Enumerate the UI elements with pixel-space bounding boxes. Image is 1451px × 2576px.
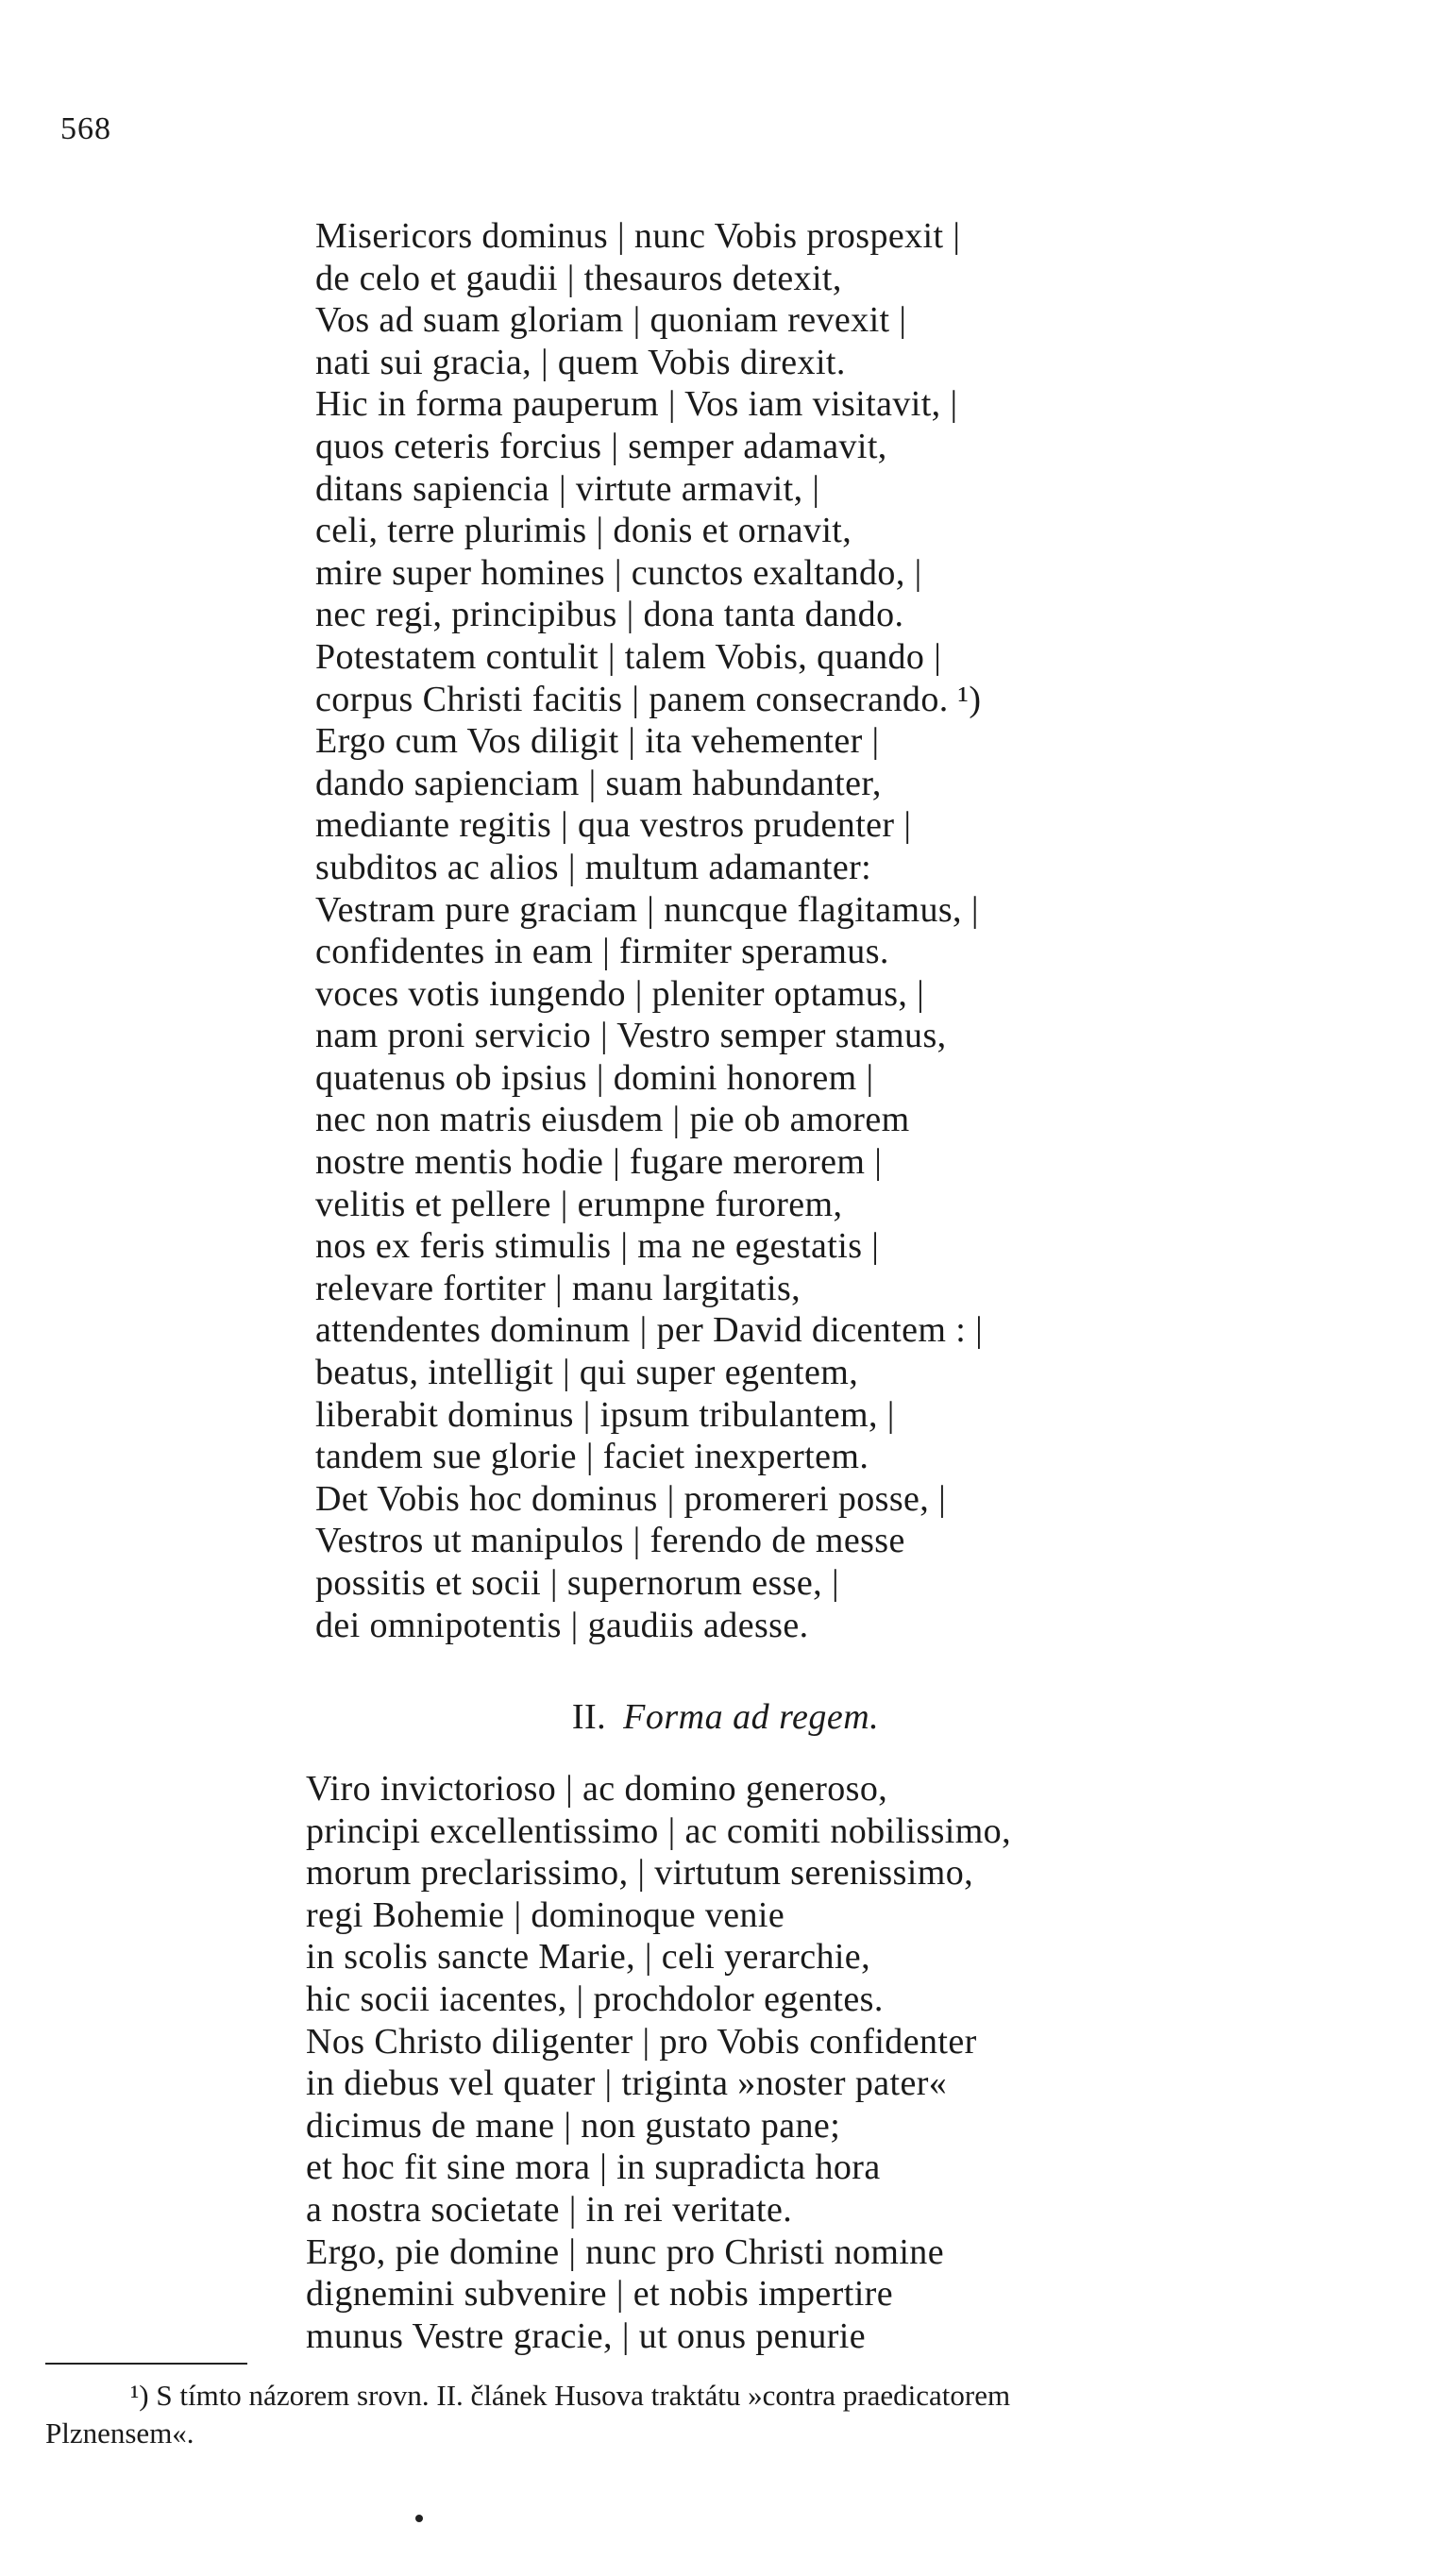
verse-line: dando sapienciam | suam habundanter, [315,763,882,803]
verse-line: Potestatem contulit | talem Vobis, quando | [315,636,942,677]
verse-line: dei omnipotentis | gaudiis adesse. [315,1605,809,1645]
footnote-divider [45,2363,247,2365]
verse-line: dicimus de mane | non gustato pane; [306,2105,841,2146]
verse-line: in scolis sancte Marie, | celi yerarchie, [306,1937,870,1978]
verse-line: de celo et gaudii | thesauros detexit, [315,258,842,298]
verse-line: Viro invictorioso | ac domino generoso, [306,1769,888,1809]
verse-line: munus Vestre gracie, | ut onus penurie [306,2315,867,2356]
poem-block-2 [306,1768,1392,2357]
verse-line: nec regi, principibus | dona tanta dando. [315,595,904,635]
verse-line: morum preclarissimo, | virtutum serenissimo, [306,1853,973,1894]
footnote-line: Plznensem«. [45,2416,194,2450]
verse-line: ditans sapiencia | virtute armavit, | [315,468,820,509]
verse-line: confidentes in eam | firmiter speramus. [315,932,889,972]
section-title: Forma ad regem. [623,1697,880,1737]
verse-line: Nos Christo diligenter | pro Vobis confidenter [306,2021,977,2062]
verse-line: mediante regitis | qua vestros prudenter | [315,805,912,846]
verse-line: tandem sue glorie | faciet inexpertem. [315,1437,869,1477]
footnote-line [45,2377,1424,2415]
verse-line: corpus Christi facitis | panem consecrando. ¹) [315,679,982,719]
verse-line: Hic in forma pauperum | Vos iam visitavit, | [315,384,958,425]
page-number: 568 [60,111,111,146]
verse-line: in diebus vel quater | triginta »noster pater« [306,2063,948,2104]
verse-line: nam proni servicio | Vestro semper stamus, [315,1016,947,1056]
verse-line: Det Vobis hoc dominus | promereri posse, | [315,1478,947,1519]
verse-line: mire super homines | cunctos exaltando, | [315,552,922,593]
verse-line: velitis et pellere | erumpne furorem, [315,1184,843,1224]
verse-line: nos ex feris stimulis | ma ne egestatis | [315,1226,880,1267]
verse-line: attendentes dominum | per David dicentem : | [315,1310,984,1351]
verse-line: quatenus ob ipsius | domini honorem | [315,1057,874,1098]
verse-line: nostre mentis hodie | fugare merorem | [315,1142,883,1183]
verse-line: Misericors dominus | nunc Vobis prospexit | [315,216,961,256]
verse-line: principi excellentissimo | ac comiti nobilissimo, [306,1810,1011,1851]
verse-line: nec non matris eiusdem | pie ob amorem [315,1100,910,1140]
footnote-text: ¹) S tímto názorem srovn. II. článek Husova traktátu »contra praedicatorem [130,2379,1011,2412]
section-numeral: II. [571,1697,607,1737]
verse-line: et hoc fit sine mora | in supradicta hora [306,2147,881,2188]
verse-line: hic socii iacentes, | prochdolor egentes. [306,1978,884,2019]
verse-line: celi, terre plurimis | donis et ornavit, [315,511,852,551]
print-mark [415,2515,423,2522]
verse-line: subditos ac alios | multum adamanter: [315,847,872,887]
poem-block-1 [315,215,1354,1646]
verse-line: liberabit dominus | ipsum tribulantem, | [315,1394,895,1435]
verse-line: dignemini subvenire | et nobis impertire [306,2274,893,2315]
verse-line: a nostra societate | in rei veritate. [306,2189,793,2230]
verse-line: Vestros ut manipulos | ferendo de messe [315,1521,905,1561]
verse-line: relevare fortiter | manu largitatis, [315,1268,801,1308]
verse-line: quos ceteris forcius | semper adamavit, [315,426,887,466]
verse-line: regi Bohemie | dominoque venie [306,1894,785,1935]
verse-line: nati sui gracia, | quem Vobis direxit. [315,342,846,382]
verse-line: Ergo, pie domine | nunc pro Christi nomine [306,2231,944,2272]
footnote [45,2377,1424,2452]
verse-line: Vestram pure graciam | nuncque flagitamus, | [315,889,979,930]
verse-line: possitis et socii | supernorum esse, | [315,1563,839,1603]
verse-line: Ergo cum Vos diligit | ita vehementer | [315,721,880,762]
verse-line: Vos ad suam gloriam | quoniam revexit | [315,300,907,341]
verse-line: voces votis iungendo | pleniter optamus, | [315,973,925,1014]
verse-line: beatus, intelligit | qui super egentem, [315,1353,859,1393]
section-heading [0,1696,1451,1738]
